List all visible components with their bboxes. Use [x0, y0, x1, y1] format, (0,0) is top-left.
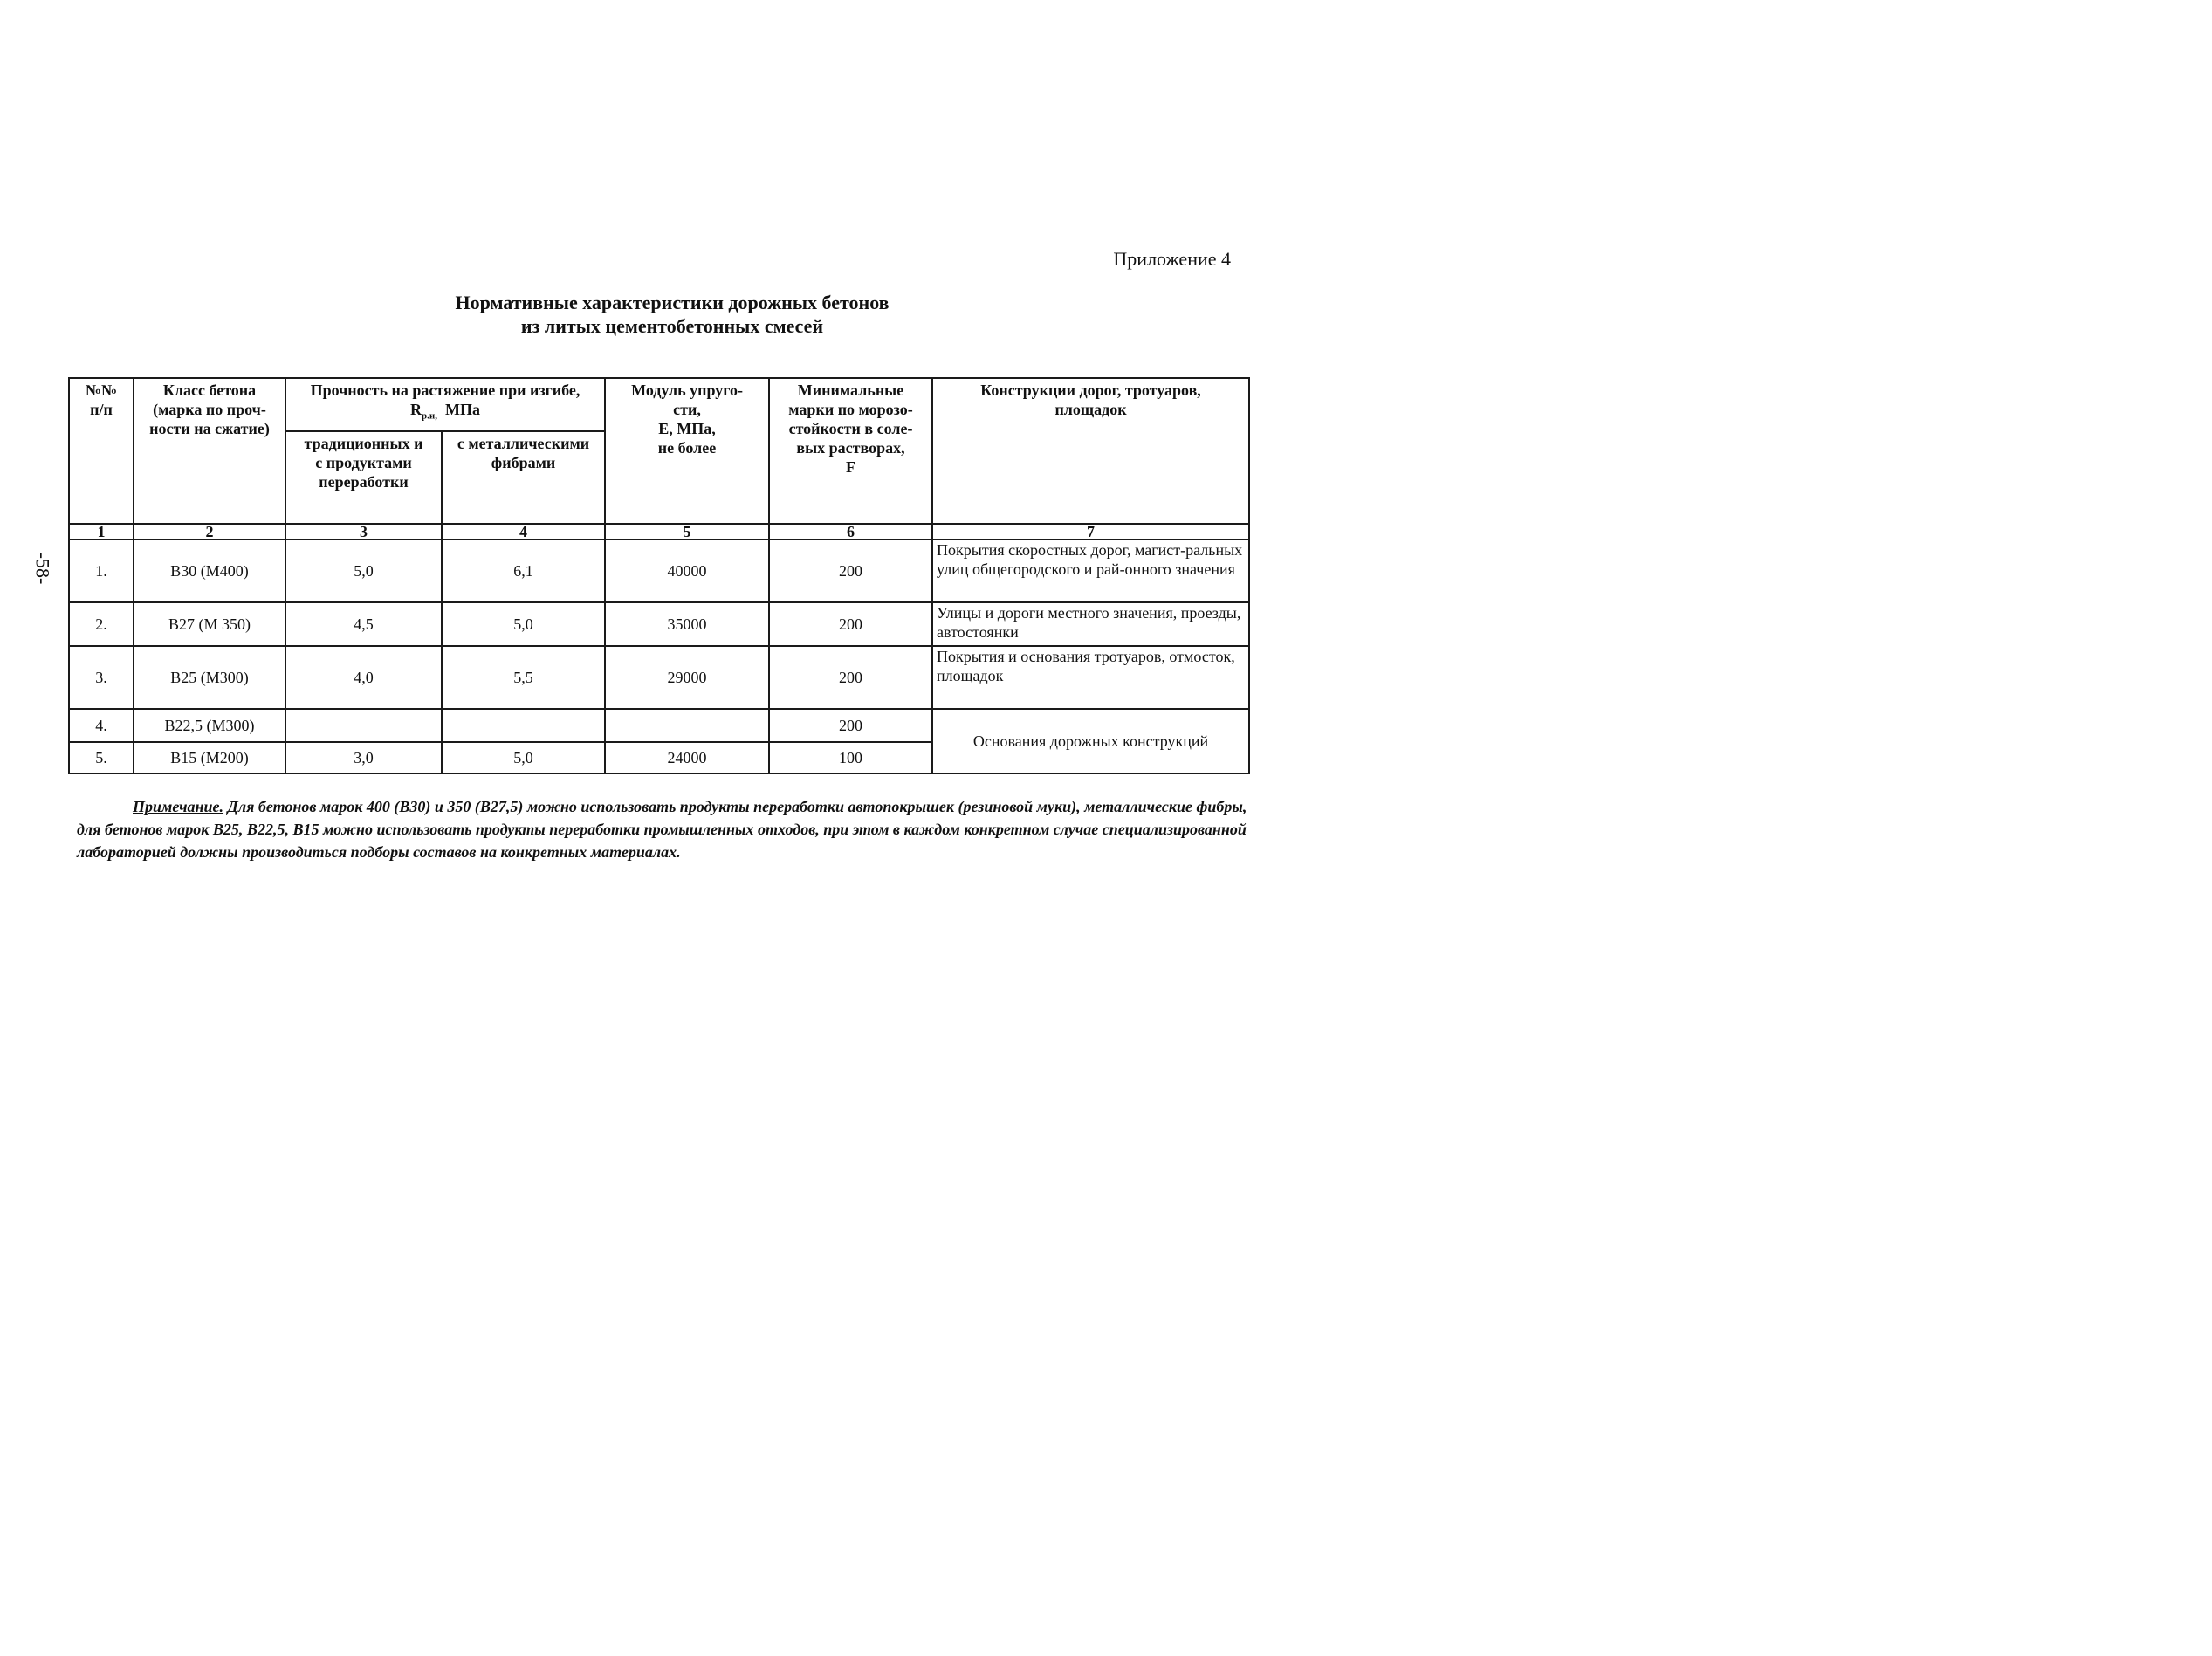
column-number: 2: [134, 524, 285, 539]
cell-frost: 200: [769, 709, 932, 742]
column-number: 4: [442, 524, 605, 539]
header-frost-line: F: [846, 458, 856, 476]
header-traditional-line: с продуктами: [315, 454, 412, 471]
cell-modulus: 29000: [605, 646, 769, 709]
strength-symbol-sub: р.и,: [422, 410, 437, 422]
header-traditional-line: традиционных и: [304, 435, 423, 452]
cell-class: В22,5 (М300): [134, 709, 285, 742]
cell-class: В30 (М400): [134, 539, 285, 602]
cell-modulus: 40000: [605, 539, 769, 602]
header-modulus: [605, 378, 769, 524]
column-number: 7: [932, 524, 1249, 539]
cell-fiber: 5,5: [442, 646, 605, 709]
cell-traditional: 4,5: [285, 602, 442, 646]
strength-symbol: R: [410, 401, 422, 418]
header-traditional-line: переработки: [319, 473, 409, 491]
header-strength-group: [285, 378, 605, 431]
table-row: [69, 602, 1249, 646]
cell-traditional: 3,0: [285, 742, 442, 773]
cell-number: 3.: [69, 646, 134, 709]
header-modulus-line: не более: [657, 439, 717, 457]
note-text: Для бетонов марок 400 (В30) и 350 (В27,5) можно использовать продукты переработки автопокрышек (резиновой муки), металлические фибры, для бетонов марок В25, В22,5, В15 можно использовать продукты переработки промышленных отходов, при этом в каждом конкретном случае специализированной лабораторией должны производиться подборы составов на конкретных материалах.: [77, 798, 1247, 861]
header-class: [134, 378, 285, 524]
cell-construction: Покрытия скоростных дорог, магист-ральных улиц общегородского и рай-онного значения: [932, 539, 1249, 602]
header-frost: [769, 378, 932, 524]
header-class-line: (марка по проч-: [153, 401, 266, 418]
cell-construction: Улицы и дороги местного значения, проезды, автостоянки: [932, 602, 1249, 646]
header-strength-title: Прочность на растяжение при изгибе,: [310, 381, 580, 399]
cell-traditional: 4,0: [285, 646, 442, 709]
cell-modulus: 35000: [605, 602, 769, 646]
table-row: [69, 646, 1249, 709]
cell-fiber: 5,0: [442, 602, 605, 646]
header-class-line: ности на сжатие): [149, 420, 270, 437]
cell-frost: 200: [769, 539, 932, 602]
column-number: 6: [769, 524, 932, 539]
header-row-1: [69, 378, 1249, 431]
header-class-line: Класс бетона: [162, 381, 257, 399]
header-construction: [932, 378, 1249, 524]
table-note: [77, 795, 1260, 863]
cell-class: В15 (М200): [134, 742, 285, 773]
title-line-2: из литых цементобетонных смесей: [520, 315, 824, 337]
cell-number: 4.: [69, 709, 134, 742]
cell-modulus: 24000: [605, 742, 769, 773]
header-frost-line: стойкости в соле-: [788, 420, 913, 437]
header-frost-line: Минимальные: [797, 381, 904, 399]
header-construction-line: площадок: [1054, 401, 1127, 418]
cell-modulus: [605, 709, 769, 742]
header-construction-line: Конструкции дорог, тротуаров,: [980, 381, 1201, 399]
header-number-line: п/п: [90, 401, 113, 418]
header-number: [69, 378, 134, 524]
cell-number: 5.: [69, 742, 134, 773]
header-traditional: [285, 431, 442, 524]
cell-class: В27 (М 350): [134, 602, 285, 646]
cell-traditional: [285, 709, 442, 742]
page-number: -58-: [31, 552, 54, 585]
column-number: 5: [605, 524, 769, 539]
header-modulus-line: сти,: [673, 401, 701, 418]
characteristics-table: [68, 377, 1250, 774]
cell-frost: 100: [769, 742, 932, 773]
strength-unit: МПа: [444, 401, 480, 418]
cell-traditional: 5,0: [285, 539, 442, 602]
table-row: [69, 709, 1249, 742]
header-frost-line: вых растворах,: [796, 439, 905, 457]
table-row: [69, 539, 1249, 602]
appendix-label: Приложение 4: [1113, 248, 1231, 270]
header-modulus-line: Модуль упруго-: [631, 381, 743, 399]
cell-class: В25 (М300): [134, 646, 285, 709]
note-label: Примечание.: [133, 798, 224, 815]
header-frost-line: марки по морозо-: [788, 401, 913, 418]
title-line-1: Нормативные характеристики дорожных бетонов: [455, 292, 890, 313]
header-fiber-line: с металлическими: [457, 435, 590, 452]
cell-construction: Основания дорожных конструкций: [932, 709, 1249, 773]
header-fiber-line: фибрами: [491, 454, 556, 471]
header-number-line: №№: [85, 381, 118, 399]
cell-construction: Покрытия и основания тротуаров, отмосток, площадок: [932, 646, 1249, 709]
cell-fiber: 5,0: [442, 742, 605, 773]
page-title: [367, 291, 978, 338]
header-strength-symbol: [290, 400, 601, 426]
cell-fiber: [442, 709, 605, 742]
cell-fiber: 6,1: [442, 539, 605, 602]
column-number-row: [69, 524, 1249, 539]
header-modulus-line: Е, МПа,: [658, 420, 716, 437]
column-number: 3: [285, 524, 442, 539]
header-fiber: [442, 431, 605, 524]
cell-frost: 200: [769, 602, 932, 646]
cell-frost: 200: [769, 646, 932, 709]
cell-number: 2.: [69, 602, 134, 646]
cell-number: 1.: [69, 539, 134, 602]
column-number: 1: [69, 524, 134, 539]
